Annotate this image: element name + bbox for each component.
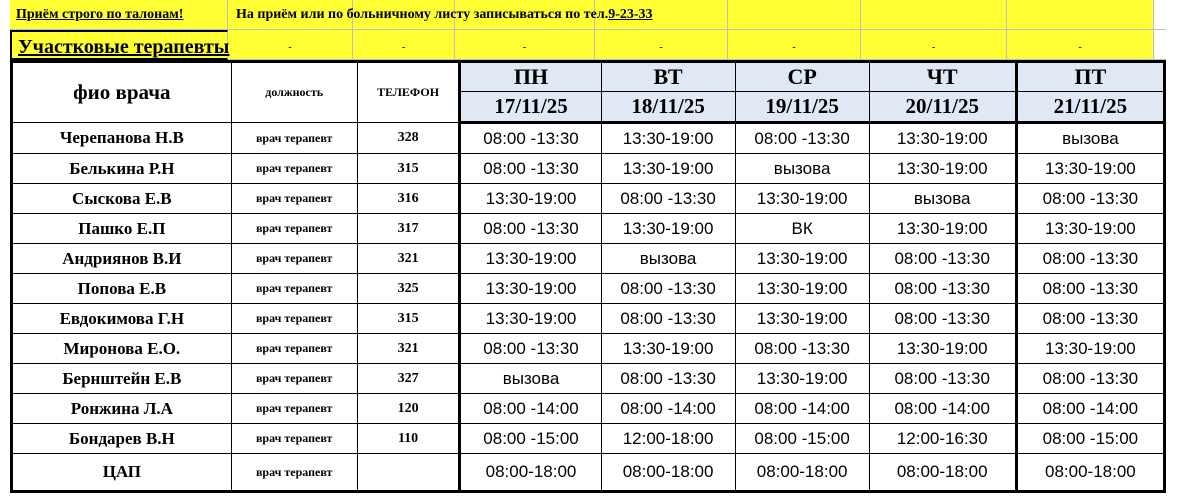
schedule-mon: 13:30-19:00 <box>460 304 601 334</box>
schedule-wed: ВК <box>735 214 869 244</box>
schedule-wed: 13:30-19:00 <box>735 244 869 274</box>
banner-cell <box>228 30 353 60</box>
doctor-position: врач терапевт <box>231 394 357 424</box>
schedule-tue: 12:00-18:00 <box>601 424 735 454</box>
doctor-position: врач терапевт <box>231 454 357 492</box>
header-date-fri: 21/11/25 <box>1016 92 1164 123</box>
schedule-thu: 08:00 -13:30 <box>869 274 1016 304</box>
schedule-fri: 08:00 -15:00 <box>1016 424 1164 454</box>
header-date-mon: 17/11/25 <box>460 92 601 123</box>
schedule-fri: 08:00 -13:30 <box>1016 184 1164 214</box>
doctor-phone: 316 <box>357 184 460 214</box>
doctor-position: врач терапевт <box>231 364 357 394</box>
notice-banner <box>10 0 1166 30</box>
doctor-position: врач терапевт <box>231 154 357 184</box>
banner-cell <box>728 30 861 60</box>
doctor-phone: 328 <box>357 123 460 154</box>
schedule-thu: вызова <box>869 184 1016 214</box>
schedule-wed: 13:30-19:00 <box>735 274 869 304</box>
doctor-position: врач терапевт <box>231 244 357 274</box>
doctor-name: Миронова Е.О. <box>12 334 232 364</box>
schedule-fri: 08:00 -13:30 <box>1016 274 1164 304</box>
schedule-thu: 08:00-18:00 <box>869 454 1016 492</box>
doctor-rows <box>12 123 1165 492</box>
notice-cell-main <box>228 0 653 30</box>
banner-cell <box>861 30 1007 60</box>
doctor-position: врач терапевт <box>231 334 357 364</box>
doctor-phone: 315 <box>357 154 460 184</box>
notice-cell-left <box>10 0 228 30</box>
schedule-tue: 08:00 -13:30 <box>601 184 735 214</box>
schedule-thu: 13:30-19:00 <box>869 123 1016 154</box>
header-phone: ТЕЛЕФОН <box>357 62 460 123</box>
schedule-wed: 08:00 -15:00 <box>735 424 869 454</box>
section-banner <box>10 30 1166 60</box>
schedule-mon: 13:30-19:00 <box>460 274 601 304</box>
doctor-name: Андриянов В.И <box>12 244 232 274</box>
appointment-notice-text: На приём или по больничному листу записываться по тел. <box>236 7 609 22</box>
table-row <box>12 334 1165 364</box>
doctor-position: врач терапевт <box>231 214 357 244</box>
banner-cell <box>1007 0 1154 30</box>
schedule-fri: 08:00-18:00 <box>1016 454 1164 492</box>
schedule-tue: 08:00-18:00 <box>601 454 735 492</box>
schedule-wed: вызова <box>735 154 869 184</box>
doctor-name: ЦАП <box>12 454 232 492</box>
banner-dash: - <box>1078 42 1082 53</box>
table-row <box>12 214 1165 244</box>
schedule-tue: 08:00 -14:00 <box>601 394 735 424</box>
header-date-thu: 20/11/25 <box>869 92 1016 123</box>
doctor-schedule-table <box>10 60 1166 493</box>
doctor-phone: 317 <box>357 214 460 244</box>
doctor-name: Евдокимова Г.Н <box>12 304 232 334</box>
header-day-fri: ПТ <box>1016 62 1164 92</box>
section-title: Участковые терапевты <box>18 36 230 58</box>
registry-phone: 9-23-33 <box>608 7 653 22</box>
schedule-wed: 13:30-19:00 <box>735 184 869 214</box>
schedule-fri: 08:00 -13:30 <box>1016 364 1164 394</box>
header-position: должность <box>231 62 357 123</box>
doctor-phone: 321 <box>357 334 460 364</box>
header-name: фио врача <box>12 62 232 123</box>
banner-dash: - <box>931 42 936 53</box>
doctor-phone: 321 <box>357 244 460 274</box>
doctor-name: Бондарев В.Н <box>12 424 232 454</box>
doctor-position: врач терапевт <box>231 424 357 454</box>
banner-dash: - <box>401 42 406 53</box>
table-row <box>12 154 1165 184</box>
schedule-tue: вызова <box>601 244 735 274</box>
schedule-thu: 13:30-19:00 <box>869 154 1016 184</box>
banner-dash: - <box>792 42 796 53</box>
doctor-phone: 327 <box>357 364 460 394</box>
table-row <box>12 424 1165 454</box>
doctor-name: Бернштейн Е.В <box>12 364 232 394</box>
tickets-notice: Приём строго по талонам! <box>16 7 184 22</box>
banner-cell <box>1154 30 1166 60</box>
schedule-tue: 08:00 -13:30 <box>601 364 735 394</box>
banner-cell <box>728 0 861 30</box>
schedule-fri: 13:30-19:00 <box>1016 334 1164 364</box>
schedule-thu: 12:00-16:30 <box>869 424 1016 454</box>
doctor-phone <box>357 454 460 492</box>
schedule-fri: 13:30-19:00 <box>1016 154 1164 184</box>
banner-cell <box>455 30 595 60</box>
table-row <box>12 123 1165 154</box>
table-row <box>12 274 1165 304</box>
doctor-phone: 325 <box>357 274 460 304</box>
schedule-mon: 13:30-19:00 <box>460 184 601 214</box>
schedule-tue: 13:30-19:00 <box>601 214 735 244</box>
table-row <box>12 394 1165 424</box>
schedule-fri: 08:00 -14:00 <box>1016 394 1164 424</box>
schedule-thu: 08:00 -13:30 <box>869 364 1016 394</box>
appointment-notice <box>236 7 653 23</box>
doctor-position: врач терапевт <box>231 304 357 334</box>
header-day-thu: ЧТ <box>869 62 1016 92</box>
schedule-fri: вызова <box>1016 123 1164 154</box>
header-day-tue: ВТ <box>601 62 735 92</box>
banner-cell <box>595 30 728 60</box>
schedule-sheet <box>10 0 1166 493</box>
schedule-thu: 08:00 -14:00 <box>869 394 1016 424</box>
schedule-wed: 08:00-18:00 <box>735 454 869 492</box>
schedule-wed: 13:30-19:00 <box>735 304 869 334</box>
header-day-mon: ПН <box>460 62 601 92</box>
table-row <box>12 184 1165 214</box>
schedule-tue: 08:00 -13:30 <box>601 274 735 304</box>
header-date-tue: 18/11/25 <box>601 92 735 123</box>
doctor-name: Сыскова Е.В <box>12 184 232 214</box>
doctor-name: Пашко Е.П <box>12 214 232 244</box>
schedule-fri: 13:30-19:00 <box>1016 214 1164 244</box>
schedule-fri: 08:00 -13:30 <box>1016 304 1164 334</box>
schedule-thu: 08:00 -13:30 <box>869 304 1016 334</box>
schedule-thu: 13:30-19:00 <box>869 334 1016 364</box>
doctor-name: Черепанова Н.В <box>12 123 232 154</box>
banner-cell <box>353 30 455 60</box>
schedule-mon: 08:00 -13:30 <box>460 334 601 364</box>
doctor-phone: 110 <box>357 424 460 454</box>
schedule-mon: 08:00-18:00 <box>460 454 601 492</box>
schedule-mon: 13:30-19:00 <box>460 244 601 274</box>
schedule-wed: 13:30-19:00 <box>735 364 869 394</box>
table-row <box>12 304 1165 334</box>
schedule-mon: вызова <box>460 364 601 394</box>
doctor-phone: 315 <box>357 304 460 334</box>
schedule-wed: 08:00 -14:00 <box>735 394 869 424</box>
doctor-name: Белькина Р.Н <box>12 154 232 184</box>
table-row <box>12 454 1165 492</box>
schedule-tue: 13:30-19:00 <box>601 154 735 184</box>
doctor-name: Ронжина Л.А <box>12 394 232 424</box>
doctor-phone: 120 <box>357 394 460 424</box>
doctor-position: врач терапевт <box>231 274 357 304</box>
banner-cell <box>1154 0 1166 30</box>
schedule-wed: 08:00 -13:30 <box>735 334 869 364</box>
header-date-wed: 19/11/25 <box>735 92 869 123</box>
schedule-mon: 08:00 -13:30 <box>460 154 601 184</box>
table-row <box>12 244 1165 274</box>
header-day-wed: СР <box>735 62 869 92</box>
schedule-tue: 13:30-19:00 <box>601 334 735 364</box>
banner-dash: - <box>659 42 663 53</box>
banner-cell <box>1007 30 1154 60</box>
schedule-tue: 13:30-19:00 <box>601 123 735 154</box>
banner-dash: - <box>522 42 527 53</box>
schedule-mon: 08:00 -13:30 <box>460 214 601 244</box>
banner-dash: - <box>288 42 292 53</box>
table-row <box>12 364 1165 394</box>
schedule-thu: 08:00 -13:30 <box>869 244 1016 274</box>
banner-cell <box>861 0 1007 30</box>
schedule-wed: 08:00 -13:30 <box>735 123 869 154</box>
schedule-mon: 08:00 -15:00 <box>460 424 601 454</box>
doctor-name: Попова Е.В <box>12 274 232 304</box>
schedule-thu: 13:30-19:00 <box>869 214 1016 244</box>
doctor-position: врач терапевт <box>231 123 357 154</box>
doctor-position: врач терапевт <box>231 184 357 214</box>
schedule-fri: 08:00 -13:30 <box>1016 244 1164 274</box>
section-cell <box>10 30 228 60</box>
schedule-mon: 08:00 -14:00 <box>460 394 601 424</box>
schedule-tue: 08:00 -13:30 <box>601 304 735 334</box>
schedule-mon: 08:00 -13:30 <box>460 123 601 154</box>
